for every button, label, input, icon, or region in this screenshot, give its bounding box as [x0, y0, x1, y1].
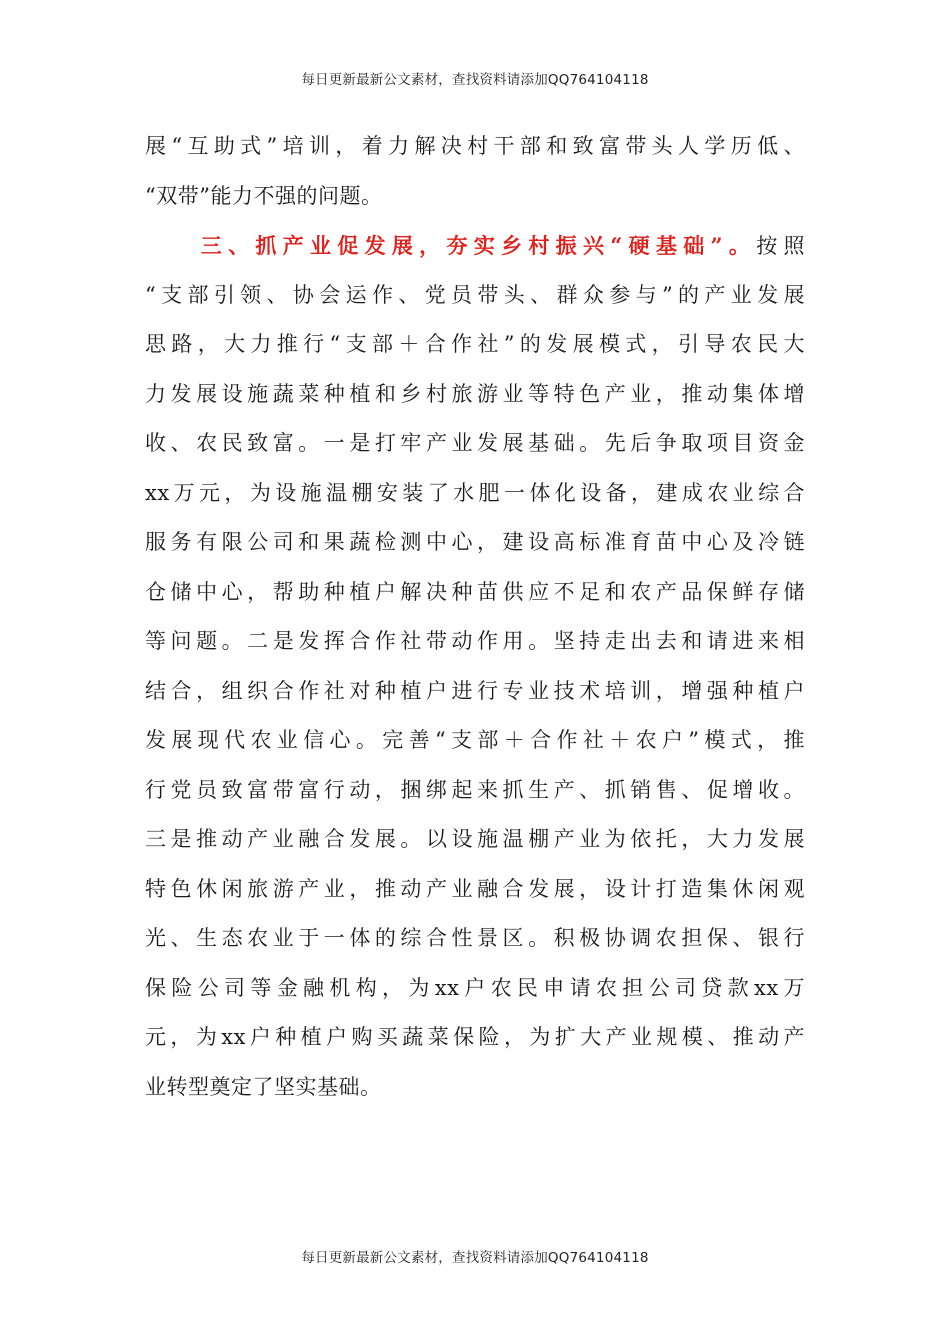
paragraph-line: “双带”能力不强的问题。 — [145, 183, 383, 208]
paragraph-line: 三是推动产业融合发展。以设施温棚产业为依托，大力发展 — [145, 827, 805, 851]
paragraph-line: 力发展设施蔬菜种植和乡村旅游业等特色产业，推动集体增 — [145, 381, 805, 406]
paragraph-line: 特色休闲旅游产业，推动产业融合发展，设计打造集休闲观 — [145, 876, 805, 901]
paragraph-line: 展“互助式”培训，着力解决村干部和致富带头人学历低、 — [145, 134, 805, 158]
paragraph-line: 保险公司等金融机构，为xx户农民申请农担公司贷款xx万 — [145, 975, 805, 1000]
paragraph-line: 等问题。二是发挥合作社带动作用。坚持走出去和请进来相 — [145, 629, 805, 653]
paragraph-line: 服务有限公司和果蔬检测中心，建设高标准育苗中心及冷链 — [145, 530, 805, 554]
paragraph-text: 按照 — [756, 234, 805, 258]
paragraph-line: 思路，大力推行“支部＋合作社”的发展模式，引导农民大 — [145, 332, 805, 356]
paragraph-line: 元，为xx户种植户购买蔬菜保险，为扩大产业规模、推动产 — [145, 1025, 805, 1049]
paragraph-line: 光、生态农业于一体的综合性景区。积极协调农担保、银行 — [145, 926, 805, 950]
paragraph-line: 收、农民致富。一是打牢产业发展基础。先后争取项目资金 — [145, 431, 805, 455]
page-footer: 每日更新最新公文素材，查找资料请添加QQ764104118 — [301, 1250, 649, 1266]
section-heading-line — [145, 221, 805, 271]
paragraph-line: “支部引领、协会运作、党员带头、群众参与”的产业发展 — [145, 282, 805, 307]
paragraph-line: 业转型奠定了坚实基础。 — [145, 1074, 382, 1099]
paragraph-line: xx万元，为设施温棚安装了水肥一体化设备，建成农业综合 — [145, 480, 805, 505]
section-heading: 三、抓产业促发展，夯实乡村振兴“硬基础”。 — [195, 233, 757, 258]
paragraph-line: 发展现代农业信心。完善“支部＋合作社＋农户”模式，推 — [145, 728, 805, 752]
page-header: 每日更新最新公文素材，查找资料请添加QQ764104118 — [301, 72, 649, 88]
paragraph-line: 仓储中心，帮助种植户解决种苗供应不足和农产品保鲜存储 — [145, 579, 805, 604]
paragraph-line: 结合，组织合作社对种植户进行专业技术培训，增强种植户 — [145, 678, 805, 703]
document-body — [145, 122, 805, 1112]
paragraph-line: 行党员致富带富行动，捆绑起来抓生产、抓销售、促增收。 — [145, 777, 805, 802]
